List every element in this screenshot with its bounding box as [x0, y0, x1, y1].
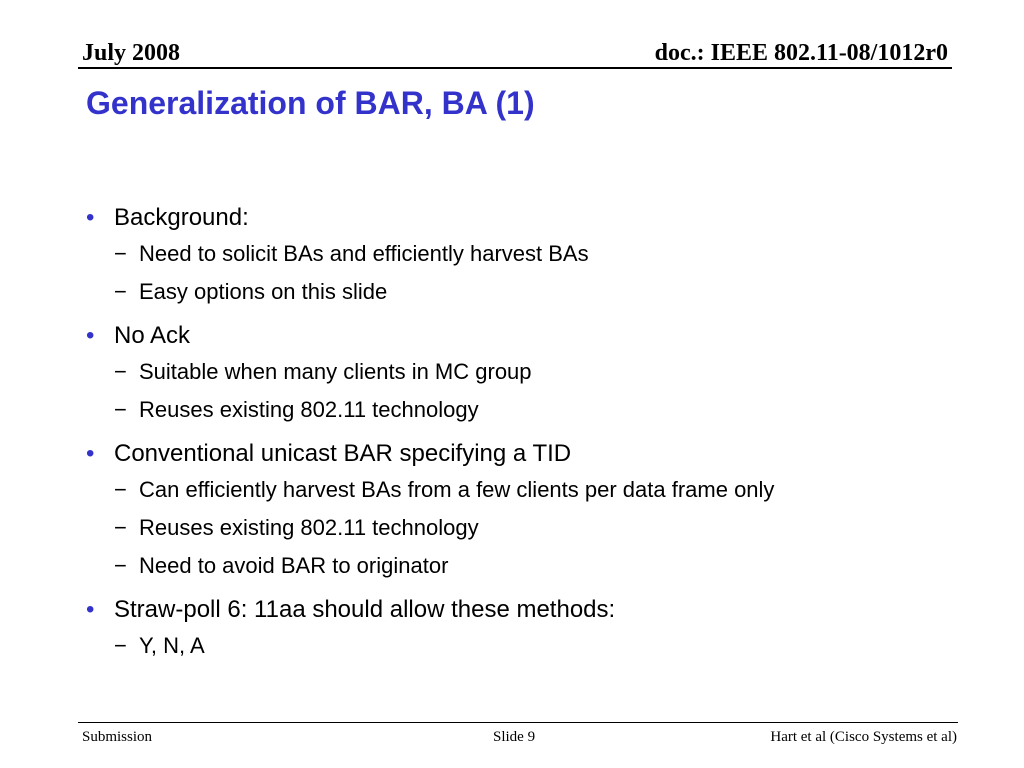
sub-bullet-item	[86, 273, 946, 311]
header-divider	[78, 67, 952, 69]
bullet-item	[86, 593, 946, 627]
dash-icon: −	[114, 397, 127, 422]
sub-bullet-item	[86, 235, 946, 273]
sub-bullet-item	[86, 353, 946, 391]
sub-bullet-item	[86, 547, 946, 585]
footer-submission: Submission	[82, 729, 153, 745]
sub-bullet-text: Easy options on this slide	[139, 279, 388, 304]
sub-bullet-item	[86, 627, 946, 665]
bullet-group	[86, 437, 946, 585]
sub-bullet-item	[86, 509, 946, 547]
dash-icon: −	[114, 359, 127, 384]
footer-divider	[78, 722, 958, 723]
header-date: July 2008	[82, 40, 181, 66]
bullet-item	[86, 437, 946, 471]
bullet-text: Straw-poll 6: 11aa should allow these methods:	[114, 596, 616, 623]
footer-authors: Hart et al (Cisco Systems et al)	[770, 729, 957, 745]
sub-bullet-text: Reuses existing 802.11 technology	[139, 397, 479, 422]
dash-icon: −	[114, 553, 127, 578]
sub-bullet-text: Can efficiently harvest BAs from a few clients per data frame only	[139, 477, 775, 502]
slide-number: Slide 9	[493, 729, 536, 745]
bullet-dot-icon: •	[86, 440, 95, 467]
sub-bullet-text: Need to solicit BAs and efficiently harvest BAs	[139, 241, 589, 266]
bullet-group	[86, 593, 946, 665]
sub-bullet-text: Y, N, A	[139, 633, 205, 658]
bullet-item	[86, 201, 946, 235]
sub-bullet-text: Reuses existing 802.11 technology	[139, 515, 479, 540]
bullet-list	[86, 201, 946, 673]
dash-icon: −	[114, 633, 127, 658]
sub-bullet-item	[86, 471, 946, 509]
dash-icon: −	[114, 241, 127, 266]
bullet-dot-icon: •	[86, 322, 95, 349]
bullet-item	[86, 319, 946, 353]
header-doc-id: doc.: IEEE 802.11-08/1012r0	[654, 40, 948, 66]
sub-bullet-text: Need to avoid BAR to originator	[139, 553, 449, 578]
bullet-dot-icon: •	[86, 596, 95, 623]
sub-bullet-item	[86, 391, 946, 429]
dash-icon: −	[114, 477, 127, 502]
bullet-text: Background:	[114, 204, 249, 231]
dash-icon: −	[114, 515, 127, 540]
bullet-text: Conventional unicast BAR specifying a TID	[114, 440, 572, 467]
slide-title: Generalization of BAR, BA (1)	[86, 85, 535, 121]
dash-icon: −	[114, 279, 127, 304]
bullet-dot-icon: •	[86, 204, 95, 231]
bullet-group	[86, 201, 946, 311]
bullet-text: No Ack	[114, 322, 191, 349]
sub-bullet-text: Suitable when many clients in MC group	[139, 359, 532, 384]
bullet-group	[86, 319, 946, 429]
